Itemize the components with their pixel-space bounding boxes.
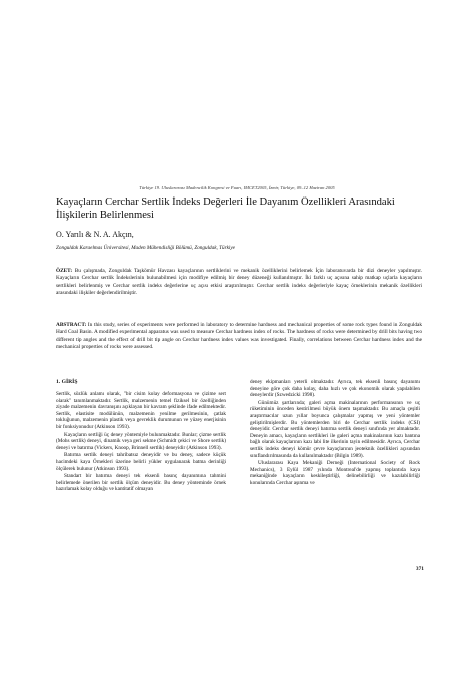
abstract-paragraph — [56, 322, 422, 351]
section-heading: 1. GİRİŞ — [56, 379, 78, 385]
abstract-block — [56, 322, 422, 351]
ozet-block — [56, 268, 422, 297]
conference-header: Türkiye 19. Uluslararası Madencilik Kongresi ve Fuarı, IMCET2005, İzmir, Türkiye, 09–12 Haziran 2005 — [139, 185, 335, 190]
page-number: 371 — [415, 566, 424, 572]
left-paragraph-2: Kayaçların sertliği üç deney yöntemiyle bulunmaktadır. Bunlar; çizme sertlik (Mohs sertlik) deneyi, dinamik veya geri sekme (Schmidt çekici ve Shore sertlik) deneyi ve batırma (Vickers, Knoop, Brinnell sertlik) deneyidir (Atkinson 1993). — [56, 431, 226, 451]
ozet-paragraph — [56, 268, 422, 297]
right-paragraph-1: deney ekipmanları yeterli olmaktadır. Ayrıca, tek eksenli basınç dayanımı deneyine göre çok daha kolay, daha hızlı ve çok ekonomik olarak yapılabilen deneylerdir (Szwedzicki 1998). — [250, 379, 420, 399]
right-paragraph-3: Uluslararası Kaya Mekaniği Derneği (International Society of Rock Mechanics), 3 Eylül 1987 yılında Montreal'de yapmış toplantıda kaya mekaniğinde kayaçların keskileştirliği, delinebilirliği ve kazılabilirliği konularında Cerchar aşınma ve — [250, 460, 420, 486]
abstract-text: In this study, series of experiments were performed in laboratory to determine hardness and mechanical properties of some rock types found in Zonguldak Hard Coal Basin. A modified experimental apparatus was used to measure Cerchar hardness index of rocks. The hardness of rocks were determined by drill bits having two different tip angles and the effect of drill bit tip angle on Cerchar hardness index values was investigated. Finally, correlations between Cerchar hardness index and the mechanical properties of rocks were assessed. — [56, 322, 423, 350]
ozet-label: ÖZET: — [56, 268, 73, 274]
left-paragraph-1: Sertlik, sözlük anlamı olarak, "bir cisim kolay deformasyona ve çizime sert olarak" tanımlanmaktadır. Sertlik, malzemenin temel fiziksel bir özelliğinden ziyade malzemenin davranışını açıklayan bir kavram şeklinde ifade edilmektedir. Sertlik, elastisite modülünün, malzemenin yenilme gerilmesinin, çatlak tokluğunun, malzemenin plastik veya gevreklik durumunun ve yüzey enerjisinin bir fonksiyonudur (Atkinson 1993). — [56, 391, 226, 430]
right-column — [250, 379, 420, 487]
affiliation: Zonguldak Karaelmas Üniversitesi, Maden Mühendisliği Bölümü, Zonguldak, Türkiye — [56, 245, 235, 251]
left-column — [56, 379, 226, 493]
authors: O. Yarılı & N. A. Akçın, — [56, 230, 134, 239]
abstract-label: ABSTRACT: — [56, 322, 87, 328]
ozet-text: Bu çalışmada, Zonguldak Taşkömür Havzası kayaçlarının sertliklerini ve mekanik özelliklerini belirlemek İçin laboratuvarda bir dizi deneyler yapılmıştır. Kayaçların Cerchar sertlik İndekslerinin bulunabilmesi için modifiye edilmiş bir deney düzeneği kullanılmıştır. İki farklı uç açısına sahip matkap uçlarla kayaçların sertlikleri belirlenmiş ve Cerchar sertlik indeks değerlerine uç açısı etkisi araştırılmıştır. Cerchar sertlik indeks değerleriyle kayaç örneklerinin mekanik özellikleri arasındaki ilişkiler değerlendirilmiştir. — [56, 268, 422, 296]
left-paragraph-3: Batırma sertlik deneyi tahribatsız deneyidir ve bu deney, sadece küçük hacimdeki kaya Örnekleri üzerine belirli yükler uygulanarak batma derinliği ölçülerek bulunur (Atkinson 1993). — [56, 452, 226, 472]
left-paragraph-4: Standart bir batırma deneyi tek eksenli basınç dayanımına tahmini belirlemede önerilen bir sertlik ölçüm deneyidir. Bu deney yönteminde örnek hazırlamak kolay olduğu ve kantitatif olmayan — [56, 473, 226, 493]
paper-title: Kayaçların Cerchar Sertlik İndeks Değerleri İle Dayanım Özellikleri Arasındaki İlişkilerin Belirlenmesi — [56, 197, 395, 221]
right-paragraph-2: Günümüz şartlarında; galeri açma makinalarının performansının ve uç rüketiminin önceden kestirilmesi büyük önem taşımaktadır. Bu amaçla çeşitli araştırmacılar uzun yıllar boyunca çalışmalar yapmış ve yeni yöntemler geliştirilmişlerdir. Bu yöntemlerden biri de Cerchar sertlik indeks (CSI) deneyidir. Cerchar sertlik deneyi batırma sertlik deneyi sınıfında yer almaktadır. Deneyin amacı, kayaçların sertlikleri ile galeri açma makinalarının kazı bantına bağlı olarak kayaçlarının kazı labi lite ilkerinin tayin edilmesidir. Ayrıca, Cerchar sertlik indeks deneyi kömür çevre kayaçlarının jeoteknik özellikleri açısından sınıflandırılmasında da kullanılmaktadır (Bilgin 1989). — [250, 399, 420, 459]
